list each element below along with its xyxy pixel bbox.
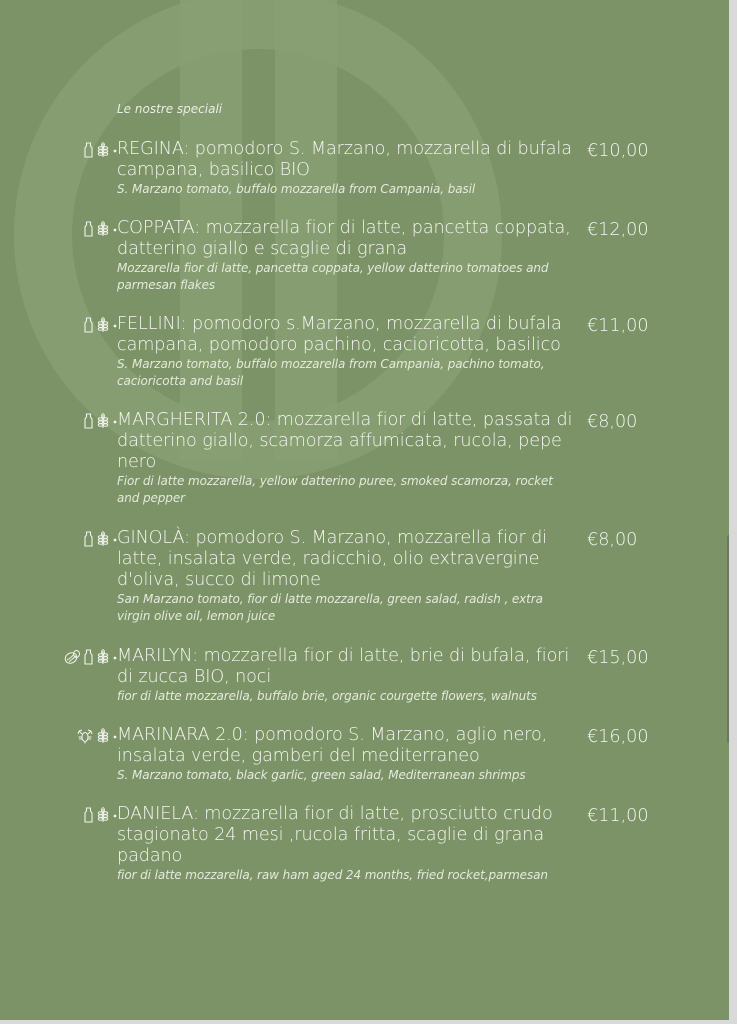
item-name xyxy=(117,646,577,705)
crustacean-icon xyxy=(77,728,93,744)
lactose-icon xyxy=(84,142,93,158)
section-title: Le nostre speciali xyxy=(117,102,223,116)
item-name xyxy=(117,528,577,625)
item-title: REGINA: pomodoro S. Marzano, mozzarella di bufala campana, basilico BIO xyxy=(117,139,572,180)
item-title: GINOLÀ: pomodoro S. Marzano, mozzarella fior di latte, insalata verde, radicchio, olio extravergine d'oliva, succo di limone xyxy=(117,528,547,590)
allergen-icons xyxy=(64,649,117,665)
item-price: €10,00 xyxy=(587,141,649,161)
lactose-icon xyxy=(84,649,93,665)
item-title: COPPATA: mozzarella fior di latte, pancetta coppata, datterino giallo e scaglie di grana xyxy=(117,218,571,259)
lactose-icon xyxy=(84,221,93,237)
item-description: S. Marzano tomato, black garlic, green salad, Mediterranean shrimps xyxy=(117,768,526,782)
nuts-icon xyxy=(64,649,81,665)
wheat-icon xyxy=(96,728,110,744)
allergen-icons xyxy=(84,221,117,237)
item-description: Mozzarella fior di latte, pancetta coppata, yellow datterino tomatoes and parmesan flakes xyxy=(117,261,549,292)
item-description: S. Marzano tomato, buffalo mozzarella from Campania, basil xyxy=(117,182,476,196)
item-price: €8,00 xyxy=(587,412,638,432)
item-price: €12,00 xyxy=(587,220,649,240)
wheat-icon xyxy=(96,221,110,237)
wheat-icon xyxy=(96,807,110,823)
lactose-icon xyxy=(84,807,93,823)
allergen-icons xyxy=(84,142,117,158)
item-description: Fior di latte mozzarella, yellow datterino puree, smoked scamorza, rocket and pepper xyxy=(117,474,553,505)
item-title: MARILYN: mozzarella fior di latte, brie di bufala, fiori di zucca BIO, noci xyxy=(117,646,570,687)
wheat-icon xyxy=(96,531,110,547)
wheat-icon xyxy=(96,317,110,333)
item-price: €15,00 xyxy=(587,648,649,668)
allergen-icons xyxy=(84,531,117,547)
item-description: fior di latte mozzarella, raw ham aged 24 months, fried rocket,parmesan xyxy=(117,868,548,882)
wheat-icon xyxy=(96,413,110,429)
item-title: MARINARA 2.0: pomodoro S. Marzano, aglio nero, insalata verde, gamberi del mediterraneo xyxy=(117,725,548,766)
allergen-icons xyxy=(84,317,117,333)
item-name xyxy=(117,804,577,884)
item-name xyxy=(117,139,577,198)
item-description: fior di latte mozzarella, buffalo brie, organic courgette flowers, walnuts xyxy=(117,689,537,703)
item-price: €16,00 xyxy=(587,727,649,747)
lactose-icon xyxy=(84,317,93,333)
item-description: S. Marzano tomato, buffalo mozzarella from Campania, pachino tomato, cacioricotta and basil xyxy=(117,357,545,388)
item-name xyxy=(117,725,577,784)
lactose-icon xyxy=(84,531,93,547)
wheat-icon xyxy=(96,142,110,158)
item-price: €8,00 xyxy=(587,530,638,550)
scrollbar[interactable] xyxy=(727,535,729,743)
item-title: FELLINI: pomodoro s.Marzano, mozzarella di bufala campana, pomodoro pachino, cacioricotta, basilico xyxy=(117,314,562,355)
item-price: €11,00 xyxy=(587,806,649,826)
wheat-icon xyxy=(96,649,110,665)
item-title: DANIELA: mozzarella fior di latte, prosciutto crudo stagionato 24 mesi ,rucola fritta, scaglie di grana padano xyxy=(117,804,553,866)
item-price: €11,00 xyxy=(587,316,649,336)
lactose-icon xyxy=(84,413,93,429)
item-name xyxy=(117,410,577,507)
allergen-icons xyxy=(77,728,117,744)
allergen-icons xyxy=(84,413,117,429)
item-title: MARGHERITA 2.0: mozzarella fior di latte, passata di datterino giallo, scamorza affumicata, rucola, pepe nero xyxy=(117,410,573,472)
item-name xyxy=(117,218,577,294)
item-description: San Marzano tomato, fior di latte mozzarella, green salad, radish , extra virgin olive oil, lemon juice xyxy=(117,592,543,623)
allergen-icons xyxy=(84,807,117,823)
item-name xyxy=(117,314,577,390)
